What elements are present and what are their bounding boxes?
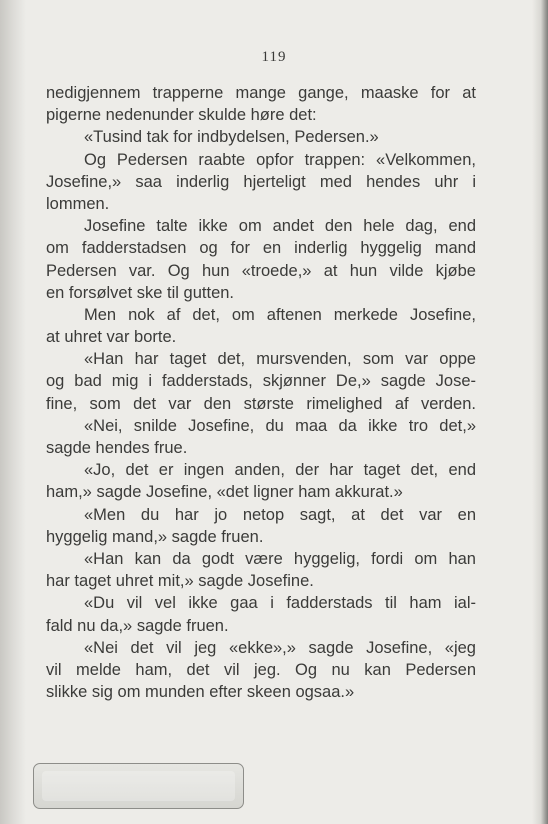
text-line: Josefine,» saa inderlig hjerteligt med hendes uhr i <box>46 172 476 191</box>
text-line: Og Pedersen raabte opfor trappen: «Velkommen, <box>84 150 476 169</box>
text-line: hyggelig mand,» sagde fruen. <box>46 527 264 546</box>
text-line: pigerne nedenunder skulde høre det: <box>46 106 317 125</box>
text-line: «Jo, det er ingen anden, der har taget det, end <box>84 461 476 480</box>
text-line: at uhret var borte. <box>46 328 177 347</box>
text-line: Men nok af det, om aftenen merkede Josefine, <box>84 305 476 324</box>
text-line: fald nu da,» sagde fruen. <box>46 616 229 635</box>
text-line: vil melde ham, det vil jeg. Og nu kan Pedersen <box>46 660 476 679</box>
library-label <box>33 763 244 809</box>
text-line: «Nei det vil jeg «ekke»,» sagde Josefine, «jeg <box>84 638 476 657</box>
text-line: «Han kan da godt være hyggelig, fordi om han <box>84 549 476 568</box>
text-line: Josefine talte ikke om andet den hele dag, end <box>84 217 476 236</box>
text-line: nedigjennem trapperne mange gange, maaske for at <box>46 84 476 102</box>
text-line: og bad mig i fadderstads, skjønner De,» sagde Jose- <box>46 372 476 391</box>
text-line: fine, som det var den største rimelighed af verden. <box>46 394 476 413</box>
text-line: Pedersen var. Og hun «troede,» at hun vilde kjøbe <box>46 261 476 280</box>
body-text <box>46 82 476 703</box>
text-line: «Nei, snilde Josefine, du maa da ikke tro det,» <box>84 416 476 435</box>
text-line: har taget uhret mit,» sagde Josefine. <box>46 572 314 591</box>
text-line: slikke sig om munden efter skeen ogsaa.» <box>46 683 355 702</box>
text-line: «Han har taget det, mursvenden, som var oppe <box>84 350 476 369</box>
page-edge <box>532 0 548 824</box>
library-label-inner <box>42 771 235 801</box>
text-line: om fadderstadsen og for en inderlig hyggelig mand <box>46 239 476 258</box>
text-line: «Men du har jo netop sagt, at det var en <box>84 505 476 524</box>
text-line: ham,» sagde Josefine, «det ligner ham akkurat.» <box>46 483 403 502</box>
text-line: «Tusind tak for indbydelsen, Pedersen.» <box>84 128 379 147</box>
text-line: en forsølvet ske til gutten. <box>46 283 235 302</box>
text-line: sagde hendes frue. <box>46 439 188 457</box>
text-line: lommen. <box>46 194 110 213</box>
page-number: 119 <box>261 49 287 65</box>
binding-shadow <box>0 0 26 824</box>
text-line: «Du vil vel ikke gaa i fadderstads til ham ial- <box>84 594 476 613</box>
